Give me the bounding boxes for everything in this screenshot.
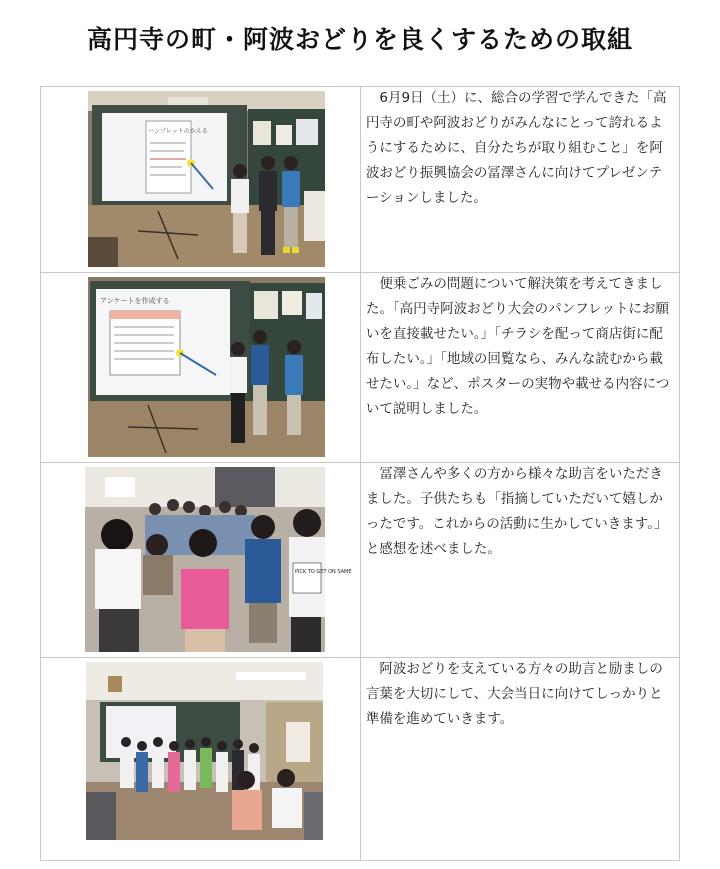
photo-class bbox=[86, 662, 360, 840]
table-row bbox=[41, 658, 680, 861]
text-cell bbox=[360, 273, 679, 463]
photo-advice bbox=[85, 467, 360, 652]
shirt-text: PICK TO GET ON SAME bbox=[295, 569, 352, 575]
row-text: 6月9日（土）に、総合の学習で学んできた「高円寺の町や阿波おどりがみんなにとって誇れるようにするために、自分たちが取り組むこと」を阿波おどり振興協会の冨澤さんに向けてプレゼンテーションしました。 bbox=[365, 90, 667, 206]
photo-cell bbox=[41, 273, 361, 463]
table-row bbox=[41, 273, 680, 463]
photo-presentation-1 bbox=[88, 91, 360, 267]
text-cell bbox=[360, 658, 679, 861]
text-cell bbox=[360, 87, 679, 273]
activity-table bbox=[40, 86, 680, 861]
table-row bbox=[41, 463, 680, 658]
row-text: 冨澤さんや多くの方から様々な助言をいただきました。子供たちも「指摘していただいて嬉しかったです。これからの活動に生かしていきます。」と感想を述べました。 bbox=[365, 466, 668, 557]
photo-presentation-2 bbox=[88, 277, 360, 457]
photo-cell bbox=[41, 463, 361, 658]
row-text: 阿波おどりを支えている方々の助言と励ましの言葉を大切にして、大会当日に向けてしっかりと準備を進めていきます。 bbox=[365, 661, 663, 727]
page-title: 高円寺の町・阿波おどりを良くするための取組 bbox=[86, 25, 633, 54]
text-cell bbox=[360, 463, 679, 658]
photo-cell bbox=[41, 658, 361, 861]
photo-cell bbox=[41, 87, 361, 273]
table-row bbox=[41, 87, 680, 273]
slide-title-text: アンケートを作成する bbox=[100, 297, 170, 305]
slide-title-text: ハンプレットのかえる bbox=[148, 128, 208, 135]
row-text: 便乗ごみの問題について解決策を考えてきました。「高円寺阿波おどり大会のパンフレットにお願いを直接載せたい。」「チラシを配って商店街に配布したい。」「地域の回覧なら、みんな読むから載せたい。」など、ポスターの実物や載せる内容について説明しました。 bbox=[365, 276, 670, 417]
